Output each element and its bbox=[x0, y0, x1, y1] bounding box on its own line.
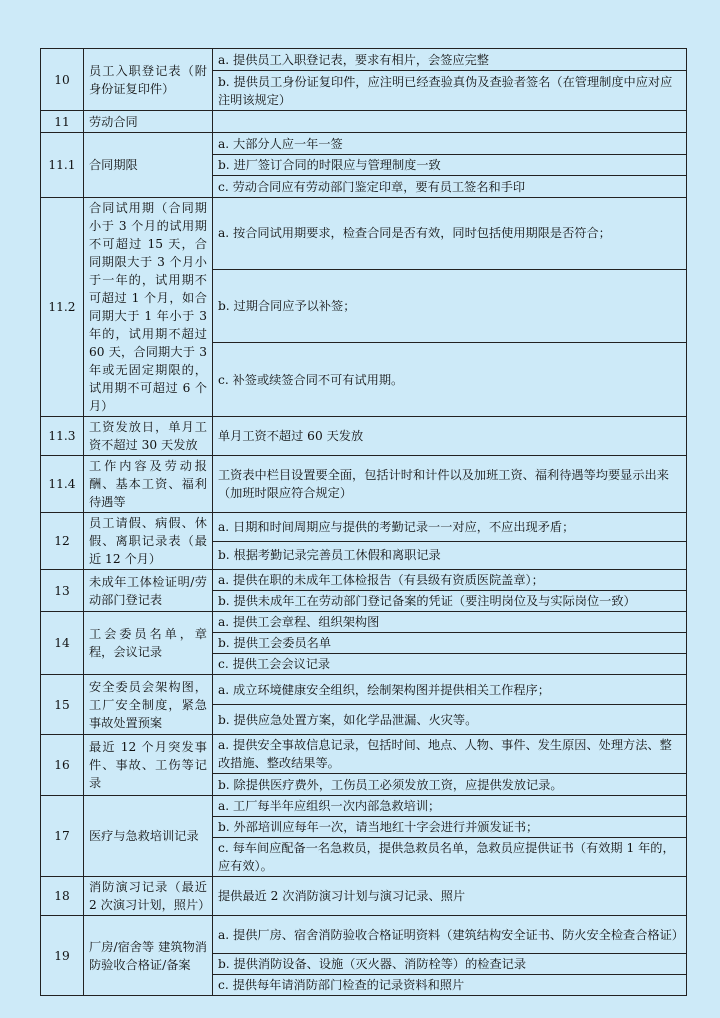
row-requirement: 单月工资不超过 60 天发放 bbox=[213, 417, 687, 456]
row-number: 13 bbox=[41, 570, 84, 612]
row-requirement: 工资表中栏目设置要全面，包括计时和计件以及加班工资、福利待遇等均要显示出来（加班时限应符合规定） bbox=[213, 456, 687, 513]
row-item: 消防演习记录（最近 2 次演习计划，照片） bbox=[84, 877, 213, 916]
row-requirement: c. 提供每年请消防部门检查的记录资料和照片 bbox=[213, 975, 687, 996]
row-requirement: a. 提供安全事故信息记录，包括时间、地点、人物、事件、发生原因、处理方法、整改措施、整改结果等。 bbox=[213, 735, 687, 774]
row-requirement: b. 提供员工身份证复印件，应注明已经查验真伪及查验者签名（在管理制度中应对应注明该规定） bbox=[213, 71, 687, 111]
row-requirement: a. 提供工会章程、组织架构图 bbox=[213, 612, 687, 633]
row-number: 11.4 bbox=[41, 456, 84, 513]
row-requirement: a. 按合同试用期要求，检查合同是否有效，同时包括使用期限是否符合； bbox=[213, 198, 687, 270]
row-item: 合同试用期（合同期小于 3 个月的试用期不可超过 15 天，合同期限大于 3 个月小于一年的，试用期不可超过 1 个月，如合同期大于 1 年小于 3 年的，试用期不超过 60 天，合同期大于 3 年或无固定期限的，试用期不可超过 6 个月） bbox=[84, 198, 213, 417]
row-requirement: b. 提供消防设备、设施（灭火器、消防栓等）的检查记录 bbox=[213, 954, 687, 975]
row-requirement: a. 日期和时间周期应与提供的考勤记录一一对应，不应出现矛盾； bbox=[213, 513, 687, 542]
row-number: 19 bbox=[41, 916, 84, 996]
row-item: 最近 12 个月突发事件、事故、工伤等记录 bbox=[84, 735, 213, 796]
row-number: 16 bbox=[41, 735, 84, 796]
row-requirement: b. 根据考勤记录完善员工休假和离职记录 bbox=[213, 541, 687, 570]
row-requirement: a. 提供在职的未成年工体检报告（有县级有资质医院盖章）； bbox=[213, 570, 687, 591]
row-number: 15 bbox=[41, 675, 84, 735]
row-requirement: a. 提供员工入职登记表，要求有相片，会签应完整 bbox=[213, 49, 687, 71]
row-requirement: c. 每车间应配备一名急救员，提供急救员名单，急救员应提供证书（有效期 1 年的，应有效）。 bbox=[213, 838, 687, 877]
row-requirement: b. 提供未成年工在劳动部门登记备案的凭证（要注明岗位及与实际岗位一致） bbox=[213, 591, 687, 612]
row-requirement: a. 成立环境健康安全组织，绘制架构图并提供相关工作程序； bbox=[213, 675, 687, 705]
row-item: 未成年工体检证明/劳动部门登记表 bbox=[84, 570, 213, 612]
row-item: 医疗与急救培训记录 bbox=[84, 796, 213, 877]
row-requirement: b. 过期合同应予以补签； bbox=[213, 269, 687, 343]
row-number: 14 bbox=[41, 612, 84, 675]
row-number: 11.1 bbox=[41, 133, 84, 198]
row-number: 11.2 bbox=[41, 198, 84, 417]
row-requirement: a. 工厂每半年应组织一次内部急救培训； bbox=[213, 796, 687, 817]
row-item: 合同期限 bbox=[84, 133, 213, 198]
row-item: 员工请假、病假、休假、离职记录表（最近 12 个月） bbox=[84, 513, 213, 570]
row-requirement: b. 进厂签订合同的时限应与管理制度一致 bbox=[213, 155, 687, 176]
requirements-table bbox=[40, 48, 687, 996]
row-number: 10 bbox=[41, 49, 84, 111]
row-number: 12 bbox=[41, 513, 84, 570]
row-item: 工资发放日，单月工资不超过 30 天发放 bbox=[84, 417, 213, 456]
row-item: 劳动合同 bbox=[84, 111, 213, 133]
row-requirement bbox=[213, 111, 687, 133]
row-requirement: a. 提供厂房、宿舍消防验收合格证明资料（建筑结构安全证书、防火安全检查合格证） bbox=[213, 916, 687, 954]
row-requirement: c. 劳动合同应有劳动部门鉴定印章，要有员工签名和手印 bbox=[213, 176, 687, 198]
row-requirement: b. 提供应急处置方案，如化学品泄漏、火灾等。 bbox=[213, 705, 687, 735]
row-item: 安全委员会架构图，工厂安全制度，紧急事故处置预案 bbox=[84, 675, 213, 735]
row-requirement: b. 提供工会委员名单 bbox=[213, 633, 687, 654]
row-number: 11 bbox=[41, 111, 84, 133]
row-item: 工作内容及劳动报酬、基本工资、福利待遇等 bbox=[84, 456, 213, 513]
row-number: 11.3 bbox=[41, 417, 84, 456]
row-requirement: a. 大部分人应一年一签 bbox=[213, 133, 687, 155]
row-item: 员工入职登记表（附身份证复印件） bbox=[84, 49, 213, 111]
row-requirement: c. 补签或续签合同不可有试用期。 bbox=[213, 343, 687, 417]
row-number: 18 bbox=[41, 877, 84, 916]
row-item: 工会委员名单，章程，会议记录 bbox=[84, 612, 213, 675]
row-item: 厂房/宿舍等 建筑物消防验收合格证/备案 bbox=[84, 916, 213, 996]
row-requirement: b. 除提供医疗费外，工伤员工必须发放工资，应提供发放记录。 bbox=[213, 774, 687, 796]
row-requirement: c. 提供工会会议记录 bbox=[213, 654, 687, 675]
row-requirement: 提供最近 2 次消防演习计划与演习记录、照片 bbox=[213, 877, 687, 916]
row-number: 17 bbox=[41, 796, 84, 877]
row-requirement: b. 外部培训应每年一次，请当地红十字会进行并颁发证书； bbox=[213, 817, 687, 838]
